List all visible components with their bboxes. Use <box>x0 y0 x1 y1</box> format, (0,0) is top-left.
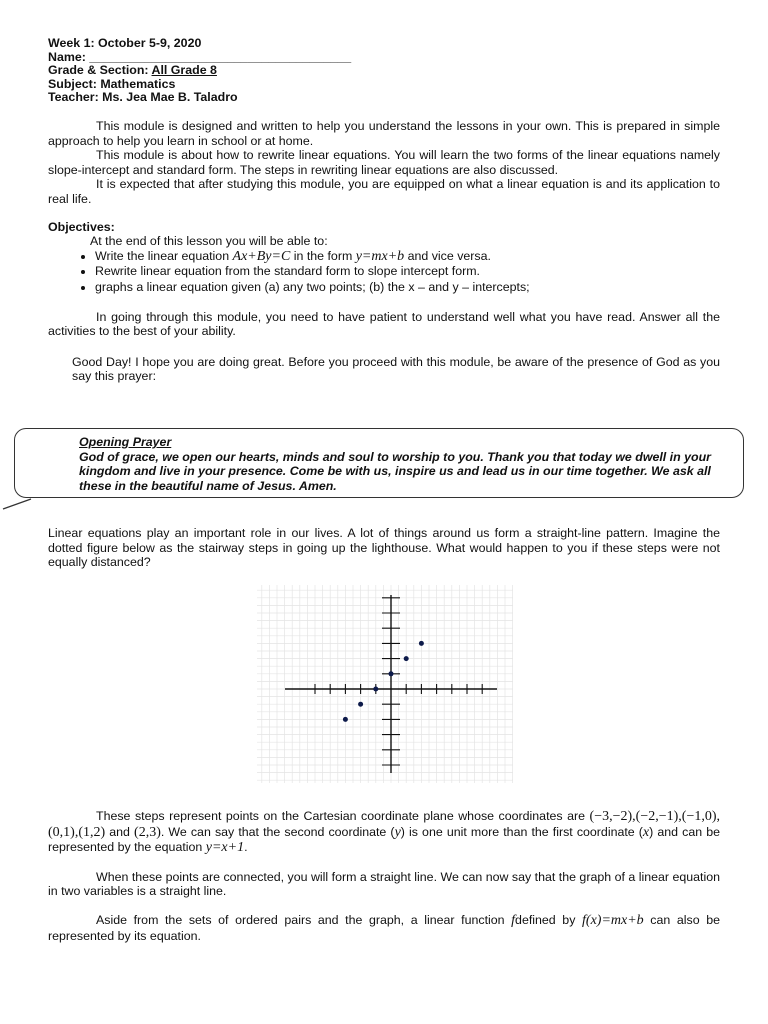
goodday-paragraph: Good Day! I hope you are doing great. Before you proceed with this module, be aware of the presence of God as you say this prayer: <box>72 354 720 384</box>
intro-paragraph-2: This module is about how to rewrite linear equations. You will learn the two forms of the linear equations namely slope-intercept and standard form. The steps in rewriting linear equations are also discussed. <box>48 148 720 177</box>
coordinate-plane-chart <box>257 585 513 783</box>
objective-item: • Write the linear equation Ax+By=C in the form y=mx+b and vice versa. <box>95 249 720 265</box>
week-line: Week 1: October 5-9, 2020 <box>48 36 202 50</box>
objectives-lead: At the end of this lesson you will be able to: <box>90 234 328 249</box>
going-paragraph: In going through this module, you need to have patient to understand well what you have read. Answer all the activities to the best of your ability. <box>48 309 720 339</box>
aside-paragraph: Aside from the sets of ordered pairs and the graph, a linear function fdefined by f(x)=mx+b can also be represented by its equation. <box>48 912 720 943</box>
name-line: Name: ______________________________________ <box>48 49 352 64</box>
data-point <box>404 656 409 661</box>
teacher-line: Teacher: Ms. Jea Mae B. Taladro <box>48 90 238 105</box>
lower-text-block <box>48 809 720 943</box>
speech-bubble-tail <box>1 489 49 513</box>
prayer-text: God of grace, we open our hearts, minds and soul to worship to you. Thank you that today we dwell in your kingdom and live in your presence. Come be with us, inspire us and lead us in our time together. We ask all these in the beautiful name of Jesus. Amen. <box>79 449 711 493</box>
linear-intro-block <box>48 526 720 570</box>
objective-item: • graphs a linear equation given (a) any two points; (b) the x – and y – intercepts; <box>95 280 720 296</box>
objective-item: • Rewrite linear equation from the standard form to slope intercept form. <box>95 264 720 280</box>
steps-paragraph: These steps represent points on the Cartesian coordinate plane whose coordinates are (−3,−2),(−2,−1),(−1,0),(0,1),(1,2) and (2,3). We can say that the second coordinate (y) is one unit more than the first coordinate (x) and can be represented by the equation y=x+1. <box>48 809 720 856</box>
intro-paragraph-1: This module is designed and written to help you understand the lessons in your own. This is prepared in simple approach to help you learn in school or at home. <box>48 118 720 148</box>
objectives-title: Objectives: <box>48 219 115 234</box>
data-point <box>358 702 363 707</box>
prayer-title: Opening Prayer <box>79 435 172 449</box>
module-page <box>48 37 720 384</box>
data-point <box>389 671 394 676</box>
data-point <box>373 687 378 692</box>
data-point <box>419 641 424 646</box>
data-point <box>343 717 348 722</box>
grade-line: Grade & Section: All Grade 8 <box>48 63 217 78</box>
subject-line: Subject: Mathematics <box>48 76 176 91</box>
intro-paragraph-3: It is expected that after studying this module, you are equipped on what a linear equation is and its application to real life. <box>48 177 720 206</box>
objectives-list <box>48 249 720 296</box>
prayer-box <box>14 428 744 498</box>
header-block <box>48 37 720 105</box>
grade-value: All Grade 8 <box>151 63 217 78</box>
linear-intro-paragraph: Linear equations play an important role in our lives. A lot of things around us form a straight-line pattern. Imagine the dotted figure below as the stairway steps in going up the lighthouse. What would happen to you if these steps were not equally distanced? <box>48 526 720 570</box>
connected-paragraph: When these points are connected, you will form a straight line. We can now say that the graph of a linear equation in two variables is a straight line. <box>48 869 720 899</box>
